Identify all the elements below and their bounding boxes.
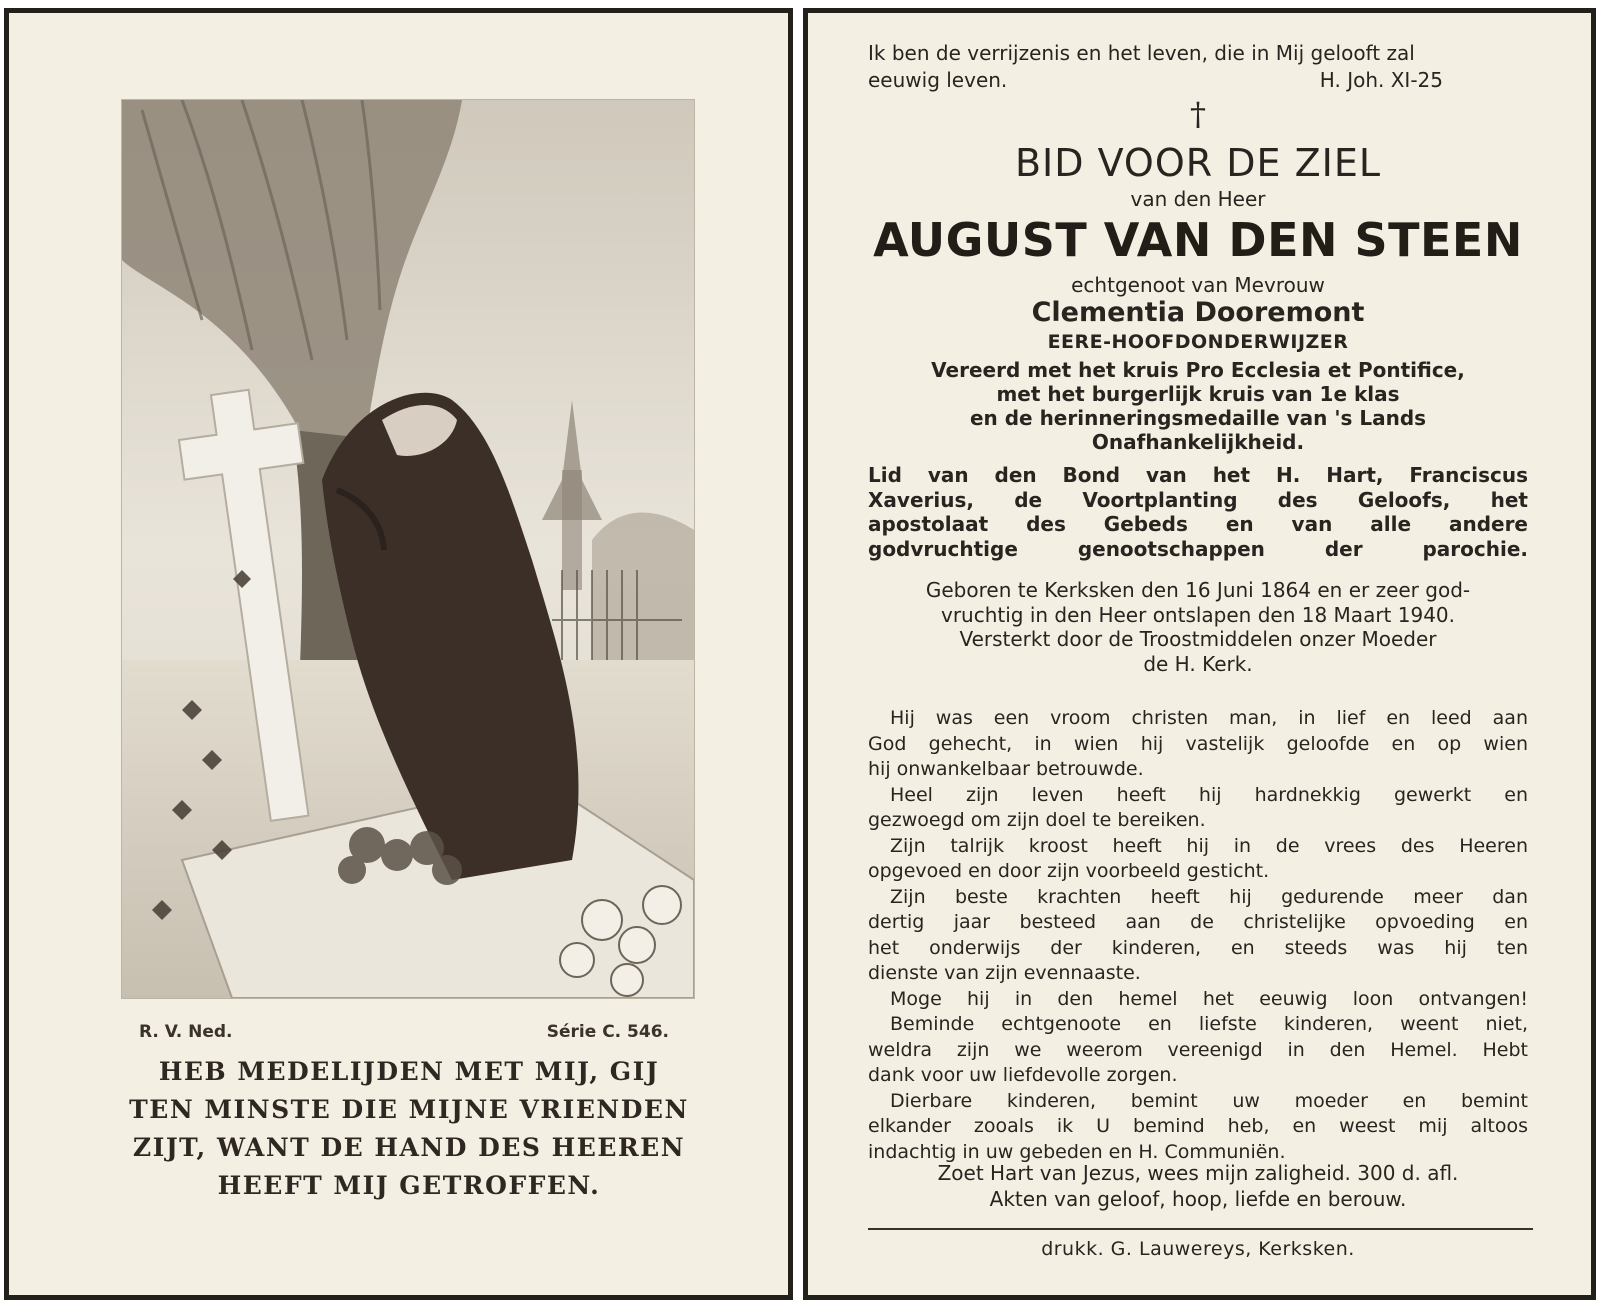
spouse-name: Clementia Dooremont [1031,297,1365,328]
bible-verse [109,1053,709,1205]
verse-line: HEB MEDELIJDEN MET MIJ, GIJ [158,1057,660,1086]
birth-death-details [868,578,1528,676]
printer-credit: drukk. G. Lauwereys, Kerksken. [1041,1238,1355,1260]
eulogy-line: dank voor uw liefdevolle zorgen. [868,1064,1178,1086]
closing-prayers [868,1160,1528,1212]
salutation: van den Heer [1130,187,1266,211]
verse-line: HEEFT MIJ GETROFFEN. [217,1171,601,1200]
eulogy-text [868,706,1528,1165]
eulogy-line: Zijn beste krachten heeft hij gedurende meer dan [890,885,1528,908]
mourning-woman-at-cross-illustration [121,99,695,999]
birth-line: Geboren te Kerksken den 16 Juni 1864 en er zeer god- [925,578,1471,602]
closing-line: Zoet Hart van Jezus, wees mijn zaligheid. 300 d. afl. [937,1161,1459,1185]
eulogy-line: dertig jaar besteed aan de christelijke opvoeding en [868,911,1528,933]
membership-line: Lid van den Bond van het H. Hart, Franciscus [868,463,1528,487]
closing-line: Akten van geloof, hoop, liefde en berouw. [989,1187,1407,1211]
eulogy-line: Hij was een vroom christen man, in lief en leed aan [890,707,1528,729]
verse-line: TEN MINSTE DIE MIJNE VRIENDEN [129,1095,689,1124]
honour-line: Vereerd met het kruis Pro Ecclesia et Pontifice, [931,358,1465,382]
eulogy-line: Dierbare kinderen, bemint uw moeder en bemint [890,1089,1528,1112]
occupation-title: EERE-HOOFDONDERWIJZER [1047,331,1349,353]
divider-rule [868,1228,1533,1230]
birth-line: Versterkt door de Troostmiddelen onzer Moeder [959,627,1437,651]
scripture-quote [868,40,1528,94]
eulogy-line: weldra zijn we weerom vereenigd in den Hemel. Hebt [868,1038,1528,1061]
quote-line-1: Ik ben de verrijzenis en het leven, die in Mij gelooft zal [868,41,1415,65]
eulogy-line: Beminde echtgenoote en liefste kinderen, weent niet, [890,1013,1528,1035]
quote-reference: H. Joh. XI-25 [1319,68,1443,92]
eulogy-line: hij onwankelbaar betrouwde. [868,758,1144,780]
honour-line: en de herinneringsmedaille van 's Lands [969,406,1427,430]
memorial-card-back [803,8,1596,1300]
quote-line-2: eeuwig leven. [868,68,1008,92]
membership-line: apostolaat des Gebeds en van alle andere [868,512,1528,536]
plate-publisher: R. V. Ned. [139,1022,233,1042]
eulogy-line: indachtig in uw gebeden en H. Communiën. [868,1140,1286,1163]
membership-line: Xaverius, de Voortplanting des Geloofs, het [868,487,1528,512]
membership-line: godvruchtige genootschappen der parochie. [868,536,1528,561]
honour-line: Onafhankelijkheid. [1091,430,1305,454]
eulogy-line: Moge hij in den hemel het eeuwig loon ontvangen! [890,987,1528,1010]
memorial-card-front [4,8,793,1300]
honour-line: met het burgerlijk kruis van 1e klas [996,382,1400,406]
membership-text [868,463,1528,561]
eulogy-line: Zijn talrijk kroost heeft hij in de vrees des Heeren [890,834,1528,857]
eulogy-line: opgevoed en door zijn voorbeeld gesticht. [868,860,1270,882]
eulogy-line: Heel zijn leven heeft hij hardnekkig gewerkt en [890,783,1528,806]
cross-symbol: † [1190,95,1206,133]
verse-line: ZIJT, WANT DE HAND DES HEEREN [132,1133,686,1162]
honours-list [868,358,1528,454]
plate-caption [139,1022,669,1042]
eulogy-line: het onderwijs der kinderen, en steeds was hij ten [868,936,1528,959]
eulogy-line: gezwoegd om zijn doel te bereiken. [868,809,1206,831]
eulogy-line: God gehecht, in wien hij vastelijk geloofde en op wien [868,732,1528,755]
deceased-name: AUGUST VAN DEN STEEN [873,213,1523,267]
plate-series: Série C. 546. [546,1022,669,1042]
prayer-heading: BID VOOR DE ZIEL [1014,141,1381,185]
birth-line: vruchtig in den Heer ontslapen den 18 Maart 1940. [940,602,1455,627]
birth-line: de H. Kerk. [1143,651,1253,676]
spouse-intro: echtgenoot van Mevrouw [1071,273,1325,297]
eulogy-line: dienste van zijn evennaaste. [868,962,1141,984]
eulogy-line: elkander zooals ik U bemind heb, en weest mij altoos [868,1115,1528,1137]
